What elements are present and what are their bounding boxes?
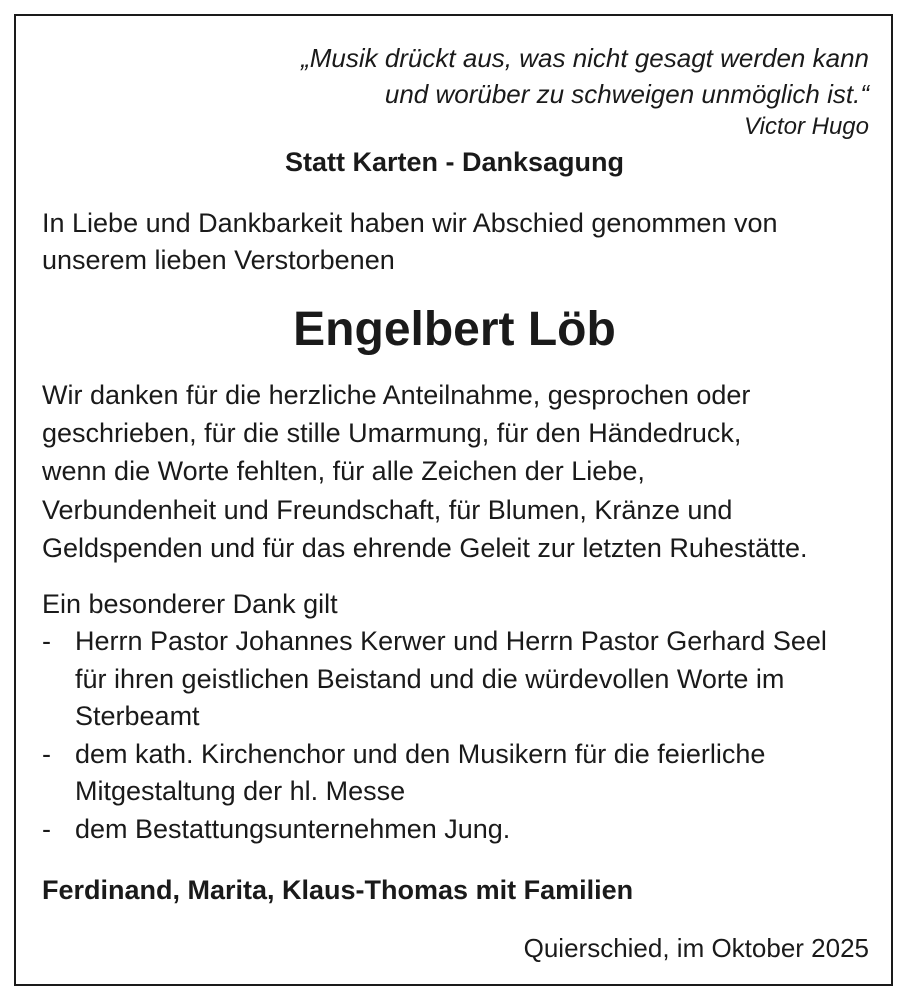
list-item xyxy=(42,736,872,811)
list-dash: - xyxy=(42,626,51,656)
thanks-line: Wir danken für die herzliche Anteilnahme, gesprochen oder xyxy=(42,380,751,410)
list-item-line: für ihren geistlichen Beistand und die würdevollen Worte im xyxy=(75,663,785,694)
place-date: Quierschied, im Oktober 2025 xyxy=(523,933,869,963)
notice-heading: Statt Karten - Danksagung xyxy=(284,147,625,177)
intro-line: unserem lieben Verstorbenen xyxy=(42,245,395,275)
deceased-name: Engelbert Löb xyxy=(293,303,616,356)
list-dash: - xyxy=(42,813,51,844)
special-thanks-list xyxy=(42,623,872,848)
list-dash: - xyxy=(42,738,51,769)
list-item-line: Mitgestaltung der hl. Messe xyxy=(75,776,406,806)
intro-line: In Liebe und Dankbarkeit haben wir Abschied genommen von xyxy=(42,208,778,238)
list-item-text xyxy=(75,623,872,736)
thanks-line: geschrieben, für die stille Umarmung, für den Händedruck, xyxy=(42,418,742,449)
thanks-line: wenn die Worte fehlten, für alle Zeichen der Liebe, xyxy=(42,456,645,487)
thanks-paragraph xyxy=(42,376,882,567)
quote-author: Victor Hugo xyxy=(744,113,869,140)
thanks-line: Geldspenden und für das ehrende Geleit zur letzten Ruhestätte. xyxy=(42,532,808,563)
list-item xyxy=(42,811,872,849)
special-thanks-intro: Ein besonderer Dank gilt xyxy=(42,589,338,619)
thanks-line: Verbundenheit und Freundschaft, für Blumen, Kränze und xyxy=(42,494,733,525)
list-item-text xyxy=(75,736,872,811)
quote-line: und worüber zu schweigen unmöglich ist.“ xyxy=(384,79,869,109)
list-item-line: Sterbeamt xyxy=(75,701,200,731)
family-signature: Ferdinand, Marita, Klaus-Thomas mit Familien xyxy=(42,875,634,905)
epigraph-quote xyxy=(49,40,869,142)
list-item-line: Herrn Pastor Johannes Kerwer und Herrn Pastor Gerhard Seel xyxy=(75,626,827,656)
list-item-line: dem Bestattungsunternehmen Jung. xyxy=(75,813,511,844)
list-item-text xyxy=(75,811,872,849)
list-item-line: dem kath. Kirchenchor und den Musikern für die feierliche xyxy=(75,738,766,769)
quote-line: „Musik drückt aus, was nicht gesagt werden kann xyxy=(301,43,869,73)
list-item xyxy=(42,623,872,736)
intro-paragraph xyxy=(42,205,872,279)
